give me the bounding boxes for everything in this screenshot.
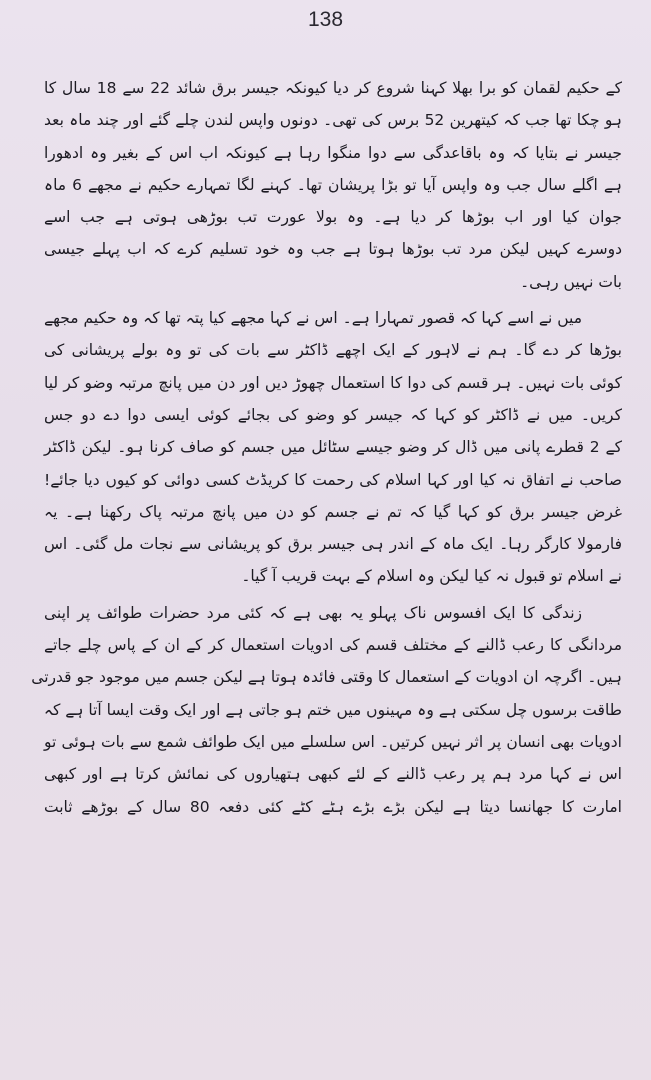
- text-line: فارمولا کارگر رہا۔ ایک ماہ کے اندر ہی جیسر برق کو پریشانی سے نجات مل گئی۔ اس: [44, 535, 622, 554]
- text-line: ہو چکا تھا جب کہ کیتھرین 52 برس کی تھی۔ دونوں واپس لندن چلے گئے اور چند ماہ بعد: [44, 111, 622, 130]
- text-line: زندگی کا ایک افسوس ناک پہلو یہ بھی ہے کہ کئی مرد حضرات طوائف پر اپنی: [44, 603, 582, 622]
- text-line: اس نے کہا مرد ہم پر رعب ڈالنے کے لئے کبھی ہتھیاروں کی نمائش کرتا ہے اور کبھی: [44, 765, 622, 784]
- paragraph: [44, 72, 622, 298]
- text-line: کوئی بات نہیں۔ ہر قسم کی دوا کا استعمال چھوڑ دیں اور دن میں پانچ مرتبہ وضو کر لیا: [44, 373, 622, 392]
- text-line: نے اسلام تو قبول نہ کیا لیکن وہ اسلام کے بہت قریب آ گیا۔: [241, 567, 622, 586]
- text-line: بوڑھا کر دے گا۔ ہم نے لاہور کے ایک اچھے ڈاکٹر سے بات کی تو وہ بولے پریشانی کی: [44, 341, 622, 360]
- text-line: کے 2 قطرے پانی میں ڈال کر وضو جیسے سٹائل میں جسم کو صاف کرنا ہو۔ لیکن ڈاکٹر: [44, 438, 622, 457]
- text-line: ادویات بھی انسان پر اثر نہیں کرتیں۔ اس سلسلے میں ایک طوائف شمع سے بات ہوئی تو: [44, 732, 622, 751]
- text-line: کریں۔ میں نے ڈاکٹر کو کہا کہ جیسر کو وضو کی بجائے کوئی ایسی دوا دے دو جس: [44, 405, 622, 424]
- paragraph: [31, 597, 622, 823]
- text-line: ہے اگلے سال جب وہ واپس آیا تو بڑا پریشان تھا۔ کہنے لگا تمہارے حکیم نے مجھے 6 ماہ: [44, 175, 622, 194]
- text-line: ہیں۔ اگرچہ ان ادویات کے استعمال کا وقتی فائدہ ہوتا ہے لیکن جسم میں موجود جو قدرتی: [31, 668, 622, 687]
- text-line: جوان کیا اور اب بوڑھا کر دیا ہے۔ وہ بولا عورت تب بوڑھی ہوتی ہے جب اسے: [44, 208, 622, 227]
- paragraph: [44, 302, 622, 593]
- text-line: مردانگی کا رعب ڈالنے کے مختلف قسم کی ادویات استعمال کر کے ان کے پاس چلے جاتے: [44, 636, 622, 655]
- text-line: کے حکیم لقمان کو برا بھلا کہنا شروع کر دیا کیونکہ جیسر برق شائد 22 سے 18 سال کا: [44, 79, 622, 97]
- text-line: غرض جیسر برق کو کہا گیا کہ تم نے جسم کو دن میں پانچ مرتبہ پاک رکھنا ہے۔ یہ: [44, 502, 622, 521]
- text-line: صاحب نے اتفاق نہ کیا اور کہا اسلام کی رحمت کا کریڈٹ کسی دوائی کو کیوں دیا جائے!: [44, 470, 622, 489]
- body-text: [31, 72, 622, 823]
- text-line: بات نہیں رہی۔: [520, 272, 622, 291]
- text-line: میں نے اسے کہا کہ قصور تمہارا ہے۔ اس نے کہا مجھے کیا پتہ تھا کہ وہ حکیم مجھے: [44, 309, 582, 328]
- page-number: 138: [307, 8, 344, 31]
- text-line: طاقت برسوں چل سکتی ہے وہ مہینوں میں ختم ہو جاتی ہے اور ایک وقت ایسا آتا ہے کہ: [43, 700, 622, 719]
- text-line: امارت کا جھانسا دیتا ہے لیکن بڑے بڑے ہٹے کٹے کئی دفعہ 80 سال کے بوڑھے ثابت: [44, 797, 622, 816]
- text-line: دوسرے کہیں لیکن مرد تب بوڑھا ہوتا ہے جب وہ خود تسلیم کرے کہ اب پہلے جیسی: [44, 240, 622, 259]
- text-line: جیسر نے بتایا کہ وہ باقاعدگی سے دوا منگوا رہا ہے کیونکہ اب اس کے بغیر وہ ادھورا: [44, 143, 622, 162]
